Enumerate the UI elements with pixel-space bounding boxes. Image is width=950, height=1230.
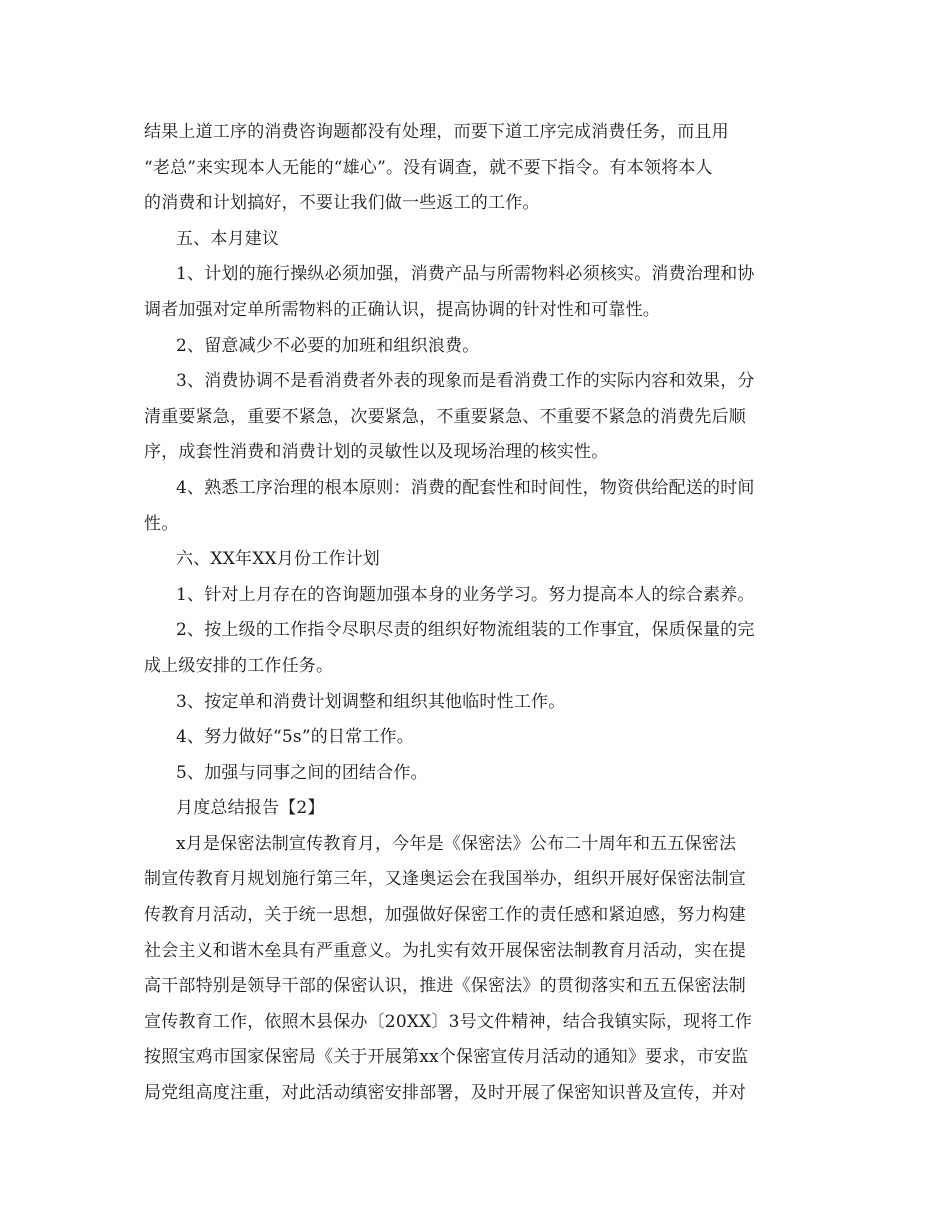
text-line: 的消费和计划搞好，不要让我们做一些返工的工作。 <box>144 193 540 214</box>
text-line: 3、按定单和消费计划调整和组织其他临时性工作。 <box>176 691 566 712</box>
text-line: x月是保密法制宣传教育月，今年是《保密法》公布二十周年和五五保密法 <box>176 833 737 854</box>
text-line: 制宣传教育月规划施行第三年，又逢奥运会在我国举办，组织开展好保密法制宣 <box>144 869 746 890</box>
text-line: 序，成套性消费和消费计划的灵敏性以及现场治理的核实性。 <box>144 442 609 463</box>
section-heading: 六、XX年XX月份工作计划 <box>176 549 381 570</box>
report-title: 月度总结报告【2】 <box>176 798 325 819</box>
text-line: 高干部特别是领导干部的保密认识，推进《保密法》的贯彻落实和五五保密法制 <box>144 976 746 997</box>
section-heading: 五、本月建议 <box>176 228 280 249</box>
text-line: 清重要紧急，重要不紧急，次要紧急，不重要紧急、不重要不紧急的消费先后顺 <box>144 406 746 427</box>
text-line: 1、针对上月存在的咨询题加强本身的业务学习。努力提高本人的综合素养。 <box>176 584 755 605</box>
text-line: 5、加强与同事之间的团结合作。 <box>176 762 428 783</box>
text-line: 4、努力做好“5s”的日常工作。 <box>176 727 414 748</box>
text-line: 按照宝鸡市国家保密局《关于开展第xx个保密宣传月活动的通知》要求，市安监 <box>144 1047 749 1068</box>
text-line: 传教育月活动，关于统一思想，加强做好保密工作的责任感和紧迫感，努力构建 <box>144 905 746 926</box>
text-line: 3、消费协调不是看消费者外表的现象而是看消费工作的实际内容和效果，分 <box>176 371 755 392</box>
text-line: 4、熟悉工序治理的根本原则：消费的配套性和时间性，物资供给配送的时间 <box>176 477 755 498</box>
text-line: 结果上道工序的消费咨询题都没有处理，而要下道工序完成消费任务，而且用 <box>144 122 729 142</box>
text-line: 性。 <box>144 513 179 534</box>
text-line: 成上级安排的工作任务。 <box>144 655 334 676</box>
text-line: 1、计划的施行操纵必须加强，消费产品与所需物料必须核实。消费治理和协 <box>176 264 755 285</box>
text-line: 2、留意减少不必要的加班和组织浪费。 <box>176 335 480 356</box>
text-line: 局党组高度注重，对此活动缜密安排部署，及时开展了保密知识普及宣传，并对 <box>144 1083 746 1104</box>
text-line: 调者加强对定单所需物料的正确认识，提高协调的针对性和可靠性。 <box>144 299 660 320</box>
text-line: “老总”来实现本人无能的“雄心”。没有调查，就不要下指令。有本领将本人 <box>144 157 713 178</box>
text-line: 宣传教育工作，依照木县保办〔20XX〕3号文件精神，结合我镇实际，现将工作 <box>144 1011 753 1032</box>
text-line: 2、按上级的工作指令尽职尽责的组织好物流组装的工作事宜，保质保量的完 <box>176 620 755 641</box>
text-line: 社会主义和谐木垒具有严重意义。为扎实有效开展保密法制教育月活动，实在提 <box>144 940 746 961</box>
